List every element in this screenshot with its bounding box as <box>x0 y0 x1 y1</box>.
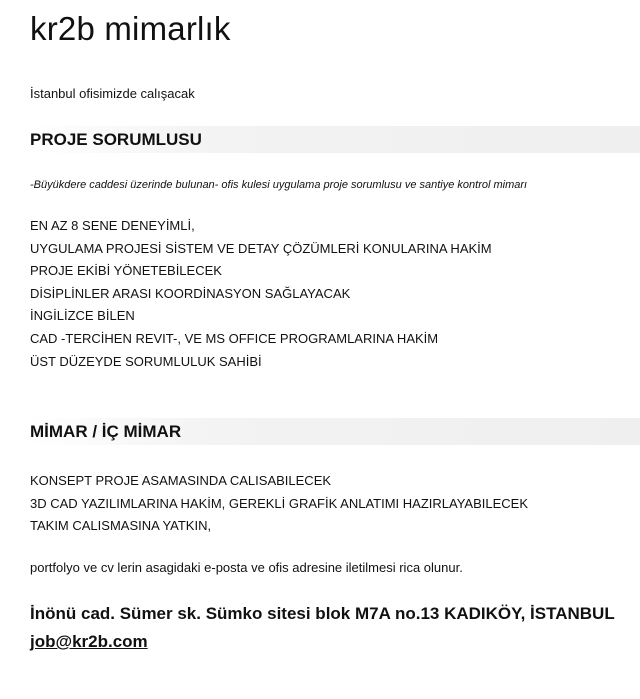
requirement-item: DİSİPLİNLER ARASI KOORDİNASYON SAĞLAYACAK <box>30 285 351 301</box>
requirement-item: ÜST DÜZEYDE SORUMLULUK SAHİBİ <box>30 353 262 369</box>
requirement-item: UYGULAMA PROJESİ SİSTEM VE DETAY ÇÖZÜMLERİ KONULARINA HAKİM <box>30 240 492 256</box>
requirement-item: İNGİLİZCE BİLEN <box>30 308 135 324</box>
requirement-item: TAKIM CALISMASINA YATKIN, <box>30 518 212 534</box>
requirement-item: CAD -TERCİHEN REVIT-, VE MS OFFICE PROGRAMLARINA HAKİM <box>30 330 439 346</box>
application-note: portfolyo ve cv lerin asagidaki e-posta ve ofis adresine iletilmesi rica olunur. <box>30 560 463 575</box>
requirement-item: EN AZ 8 SENE DENEYİMLİ, <box>30 218 195 233</box>
requirement-item: 3D CAD YAZILIMLARINA HAKİM, GEREKLİ GRAFİK ANLATIMI HAZIRLAYABILECEK <box>30 495 528 511</box>
section-heading-proje-sorumlusu: PROJE SORUMLUSU <box>27 126 640 153</box>
requirement-item: PROJE EKİBİ YÖNETEBİLECEK <box>30 263 222 279</box>
email-link[interactable]: job@kr2b.com <box>30 632 148 651</box>
position-description: -Büyükdere caddesi üzerinde bulunan- ofis kulesi uygulama proje sorumlusu ve santiye kontrol mimarı <box>30 179 528 191</box>
requirement-item: KONSEPT PROJE ASAMASINDA CALISABILECEK <box>30 473 332 488</box>
company-title: kr2b mimarlık <box>30 10 231 47</box>
requirements-list-mimar <box>30 470 528 538</box>
section-heading-mimar-ic-mimar: MİMAR / İÇ MİMAR <box>27 418 640 445</box>
office-address: İnönü cad. Sümer sk. Sümko sitesi blok M7A no.13 KADIKÖY, İSTANBUL <box>30 604 615 623</box>
intro-text: İstanbul ofisimizde calışacak <box>30 86 195 101</box>
requirements-list-proje-sorumlusu <box>30 215 492 373</box>
